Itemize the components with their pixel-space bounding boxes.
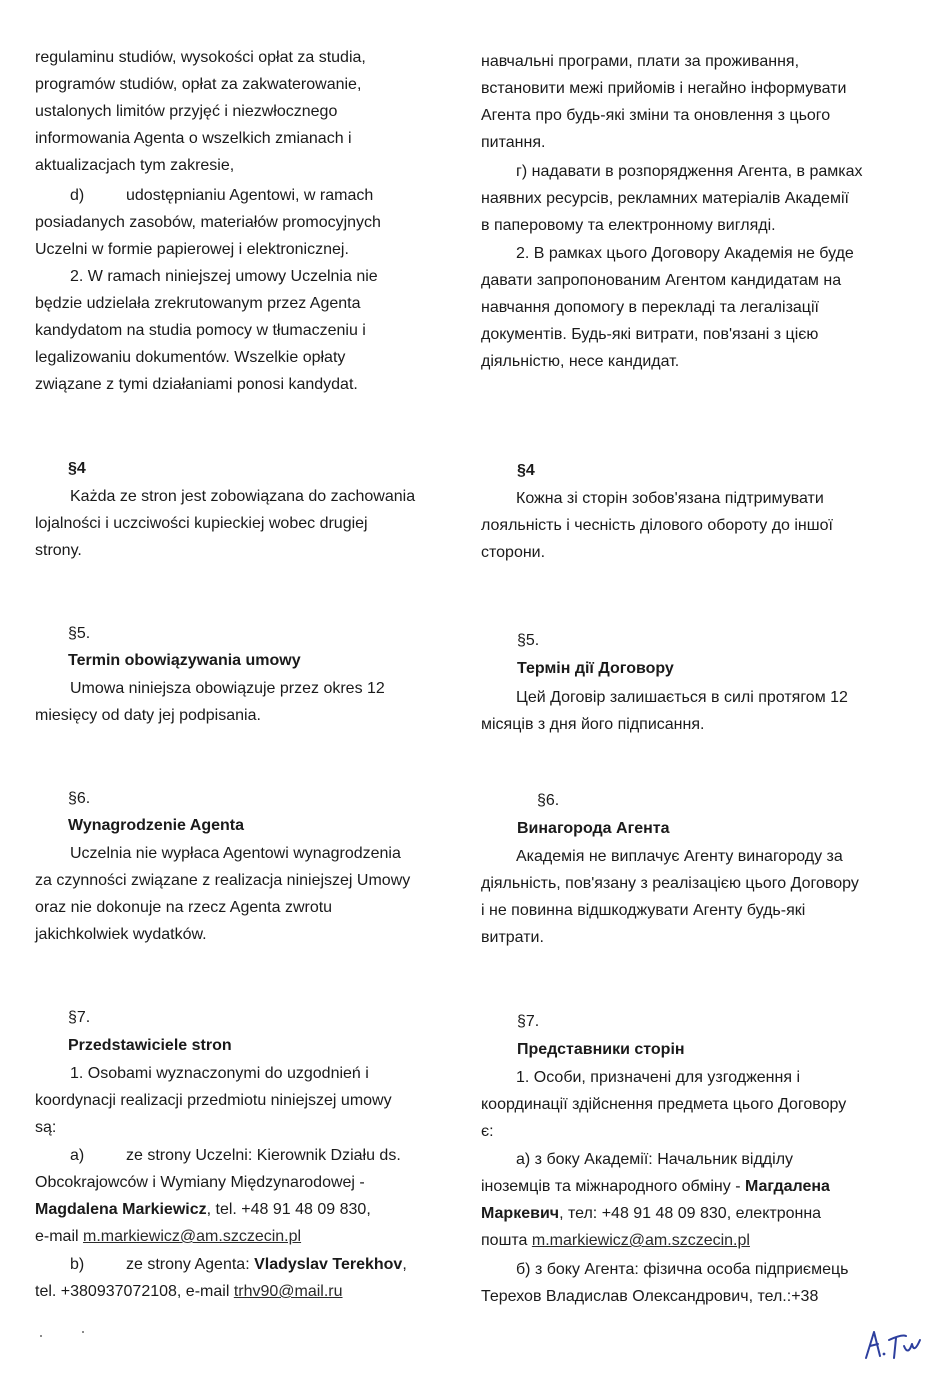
section-number: §5. — [68, 625, 91, 642]
section-number: §4 — [517, 462, 535, 479]
right-top-line: Агента про будь-які зміни та оновлення з цього — [481, 107, 831, 124]
item-marker: b) — [70, 1256, 85, 1273]
left-top-line: aktualizacjach tym zakresie, — [35, 157, 235, 174]
person-name: Магдалена — [744, 1178, 830, 1195]
left-top-line: informowania Agenta o wszelkich zmianach i — [35, 130, 352, 147]
left-top-line: programów studiów, opłat za zakwaterowanie, — [35, 76, 362, 93]
section-number: §5. — [517, 632, 540, 649]
right-point-2: 2. В рамках цього Договору Академія не буде давати запропонованим Агентом кандидатам на навчання допомогу в перекладі та легалізації документів. Будь-які витрати, пов'язані з цією діяльністю, несе кандидат. — [481, 245, 854, 370]
right-top-line: навчальні програми, плати за проживання, — [481, 53, 800, 70]
left-section-7-point-1: 1. Osobami wyznaczonymi do uzgodnień i koordynacji realizacji przedmiotu niniejszej umowy są: — [35, 1065, 392, 1136]
point-line: legalizowaniu dokumentów. Wszelkie opłaty — [35, 349, 346, 366]
section-title: Винагорода Агента — [517, 820, 670, 837]
right-section-7-item-b: б) з боку Агента: фізична особа підприємець Терехов Владислав Олександрович, тел.:+38 — [481, 1261, 849, 1305]
email-link[interactable]: m.markiewicz@am.szczecin.pl — [531, 1232, 750, 1249]
scan-speck — [82, 1331, 84, 1333]
item-marker: d) — [70, 187, 85, 204]
email-link[interactable]: m.markiewicz@am.szczecin.pl — [83, 1228, 302, 1245]
scan-speck — [40, 1335, 42, 1337]
right-section-4-text: Кожна зі сторін зобов'язана підтримувати лояльність і чесність ділового обороту до іншої сторони. — [481, 490, 833, 561]
person-name: Vladyslav Terekhov — [254, 1256, 403, 1273]
item-text: Uczelni w formie papierowej i elektronicznej. — [35, 241, 349, 258]
person-name: Magdalena Markiewicz — [35, 1201, 207, 1218]
section-title: Wynagrodzenie Agenta — [68, 817, 245, 834]
left-section-6-text: Uczelnia nie wypłaca Agentowi wynagrodzenia za czynności związane z realizacja niniejszej Umowy oraz nie dokonuje na rzecz Agenta zwrotu jakichkolwiek wydatków. — [35, 845, 411, 943]
left-item-d — [35, 182, 467, 263]
left-section-7-item-a: a) ze strony Uczelni: Kierownik Działu ds. Obcokrajowców i Wymiany Międzynarodowej - Magdalena Markiewicz, tel. +48 91 48 09 830, e-mail m.markiewicz@am.szczecin.pl — [35, 1142, 467, 1250]
right-top-line: питання. — [481, 134, 546, 151]
point-line: związane z tymi działaniami ponosi kandydat. — [35, 376, 358, 393]
left-section-7-item-b: b) ze strony Agenta: Vladyslav Terekhov, tel. +380937072108, e-mail trhv90@mail.ru — [35, 1251, 467, 1305]
left-section-5-text: Umowa niniejsza obowiązuje przez okres 12 miesięcy od daty jej podpisania. — [35, 680, 385, 724]
left-point-2 — [35, 263, 467, 398]
item-marker: a) — [70, 1147, 85, 1164]
right-section-5-text: Цей Договір залишається в силі протягом 12 місяців з дня його підписання. — [481, 689, 848, 733]
email-link[interactable]: trhv90@mail.ru — [233, 1283, 343, 1300]
item-text: udostępnianiu Agentowi, w ramach — [126, 187, 374, 204]
point-line: kandydatom na studia pomocy w tłumaczeniu i — [35, 322, 366, 339]
right-top-paragraph — [481, 48, 914, 156]
right-section-7-point-1: 1. Особи, призначені для узгодження і координації здійснення предмета цього Договору є: — [481, 1069, 847, 1140]
section-number: §6. — [537, 792, 560, 809]
person-name: Маркевич — [481, 1205, 560, 1222]
section-number: §6. — [68, 790, 91, 807]
left-top-line: ustalonych limitów przyjęć i niezwłocznego — [35, 103, 338, 120]
right-section-7-item-a: а) з боку Академії: Начальник відділу іноземців та міжнародного обміну - Магдалена Маркевич, тел: +48 91 48 09 830, електронна пошта m.markiewicz@am.szczecin.pl — [481, 1151, 830, 1249]
section-title: Termin obowiązywania umowy — [68, 652, 301, 669]
left-top-paragraph — [35, 44, 467, 179]
section-number: §7. — [517, 1013, 540, 1030]
item-text: posiadanych zasobów, materiałów promocyjnych — [35, 214, 381, 231]
section-title: Термін дії Договору — [517, 660, 674, 677]
left-section-4-text: Każda ze stron jest zobowiązana do zachowania lojalności i uczciwości kupieckiej wobec drugiej strony. — [35, 488, 416, 559]
right-top-line: встановити межі прийомів і негайно інформувати — [481, 80, 847, 97]
point-line: 2. W ramach niniejszej umowy Uczelnia nie — [70, 268, 378, 285]
right-item-g: г) надавати в розпорядження Агента, в рамках наявних ресурсів, рекламних матеріалів Академії в паперовому та електронному вигляді. — [481, 163, 863, 234]
section-number: §4 — [68, 460, 86, 477]
right-section-6-text: Академія не виплачує Агенту винагороду за діяльність, пов'язану з реалізацією цього Договору і не повинна відшкоджувати Агенту будь-які витрати. — [481, 848, 859, 946]
left-top-line: regulaminu studiów, wysokości opłat za studia, — [35, 49, 366, 66]
point-line: będzie udzielała zrekrutowanym przez Agenta — [35, 295, 361, 312]
section-title: Przedstawiciele stron — [68, 1037, 232, 1054]
section-title: Представники сторін — [517, 1041, 685, 1058]
handwritten-signature — [862, 1322, 926, 1364]
section-number: §7. — [68, 1009, 91, 1026]
